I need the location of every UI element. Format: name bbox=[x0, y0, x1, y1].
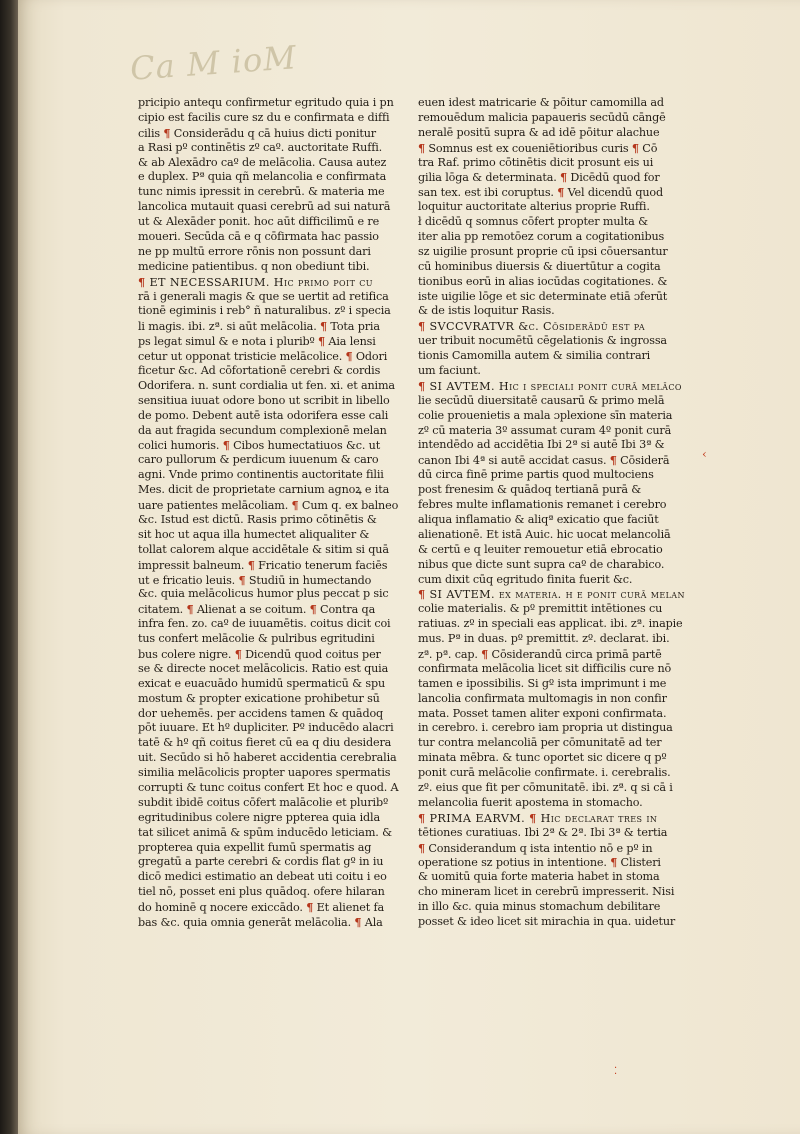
text-line: impressit balneum. ¶ Fricatio tenerum faciēs bbox=[138, 557, 388, 572]
text-line: cho mineram licet in cerebrū impresserit. Nisi bbox=[418, 885, 675, 899]
manuscript-page bbox=[18, 0, 800, 1134]
pilcrow-mark: ¶ bbox=[247, 557, 255, 572]
text-line: &c. quia melācolicus humor plus peccat p sic bbox=[138, 587, 389, 601]
text-line: cum dixit cūq egritudo finita fuerit &c. bbox=[418, 572, 633, 586]
pilcrow-mark: ¶ bbox=[610, 855, 618, 870]
text-line: dū circa finē prime partis quod multociens bbox=[418, 468, 654, 482]
pilcrow-mark: ¶ bbox=[418, 319, 426, 334]
text-line: Mes. dicit de proprietate carnium agnoꝝ e ita bbox=[138, 483, 390, 497]
pilcrow-mark: ¶ bbox=[529, 810, 537, 825]
text-line: li magis. ibi. zª. si aūt melācolia. ¶ Tota pria bbox=[138, 319, 380, 334]
text-line: mostum & propter exicatione prohibetur sū bbox=[138, 691, 380, 705]
text-line: melancolia fuerit apostema in stomacho. bbox=[418, 795, 643, 809]
text-line: sensitiua iuuat odore bono ut scribit in libello bbox=[138, 393, 390, 407]
pilcrow-mark: ¶ bbox=[138, 274, 146, 289]
text-line: ¶ PRIMA EARVM. ¶ Hic declarat tres in bbox=[418, 810, 658, 825]
text-line: ¶ SI AVTEM. ex materia. h e ponit curā melan bbox=[418, 587, 685, 602]
text-line: dor uehemēs. per accidens tamen & quādoq bbox=[138, 706, 384, 720]
text-line: ratiuas. zº in speciali eas applicat. ibi. zª. inapie bbox=[418, 617, 683, 631]
pilcrow-mark: ¶ bbox=[291, 498, 299, 513]
pilcrow-mark: ¶ bbox=[318, 334, 326, 349]
text-line: ps legat simul & e nota i pluribº ¶ Aia lensi bbox=[138, 334, 376, 349]
text-line: san tex. est ibi coruptus. ¶ Vel dicendū quod bbox=[418, 185, 664, 200]
text-line: ut & Alexāder ponit. hoc aūt difficilimū e re bbox=[138, 215, 380, 229]
text-line: tur contra melancoliā per cōmunitatē ad ter bbox=[418, 736, 662, 750]
text-line: minata mēbra. & tunc oportet sic dicere q pº bbox=[418, 751, 667, 765]
pilcrow-mark: ¶ bbox=[418, 378, 426, 393]
text-line: aliqua inflamatio & aliqª exicatio que faciūt bbox=[418, 512, 659, 526]
text-line: &c. Istud est dictū. Rasis primo cōtinētis & bbox=[138, 512, 377, 526]
text-line: colie materialis. & pº premittit intētiones cu bbox=[418, 602, 663, 616]
text-line: zª. pª. cap. ¶ Cōsiderandū circa primā partē bbox=[418, 646, 662, 661]
text-line: corrupti & tunc coitus confert Et hoc e quod. A bbox=[138, 780, 399, 794]
text-line: tunc nimis ipressit in cerebrū. & materia me bbox=[138, 185, 385, 199]
text-line: gilia lōga & determinata. ¶ Dicēdū quod for bbox=[418, 170, 660, 185]
pilcrow-mark: ¶ bbox=[163, 125, 171, 140]
text-line: & certū e q leuiter remouetur etiā ebrocatio bbox=[418, 542, 663, 556]
text-line: ficetur &c. Ad cōfortationē cerebri & cordis bbox=[138, 364, 381, 378]
text-line: lie secūdū diuersitatē causarū & primo melā bbox=[418, 393, 665, 407]
text-line: tra Raf. primo cōtinētis dicit prosunt eis ui bbox=[418, 155, 654, 169]
text-line: cū hominibus diuersis & diuertūtur a cogita bbox=[418, 259, 661, 273]
text-line: intendēdo ad accidētia Ibi 2ª si autē Ibi 3ª & bbox=[418, 438, 665, 452]
text-line: ne pp multū errore rōnis non possunt dari bbox=[138, 244, 371, 258]
text-line: pōt iuuare. Et hº dupliciter. Pº inducēdo alacri bbox=[138, 721, 394, 735]
text-line: & de istis loquitur Rasis. bbox=[418, 304, 555, 318]
text-line: tētiones curatiuas. Ibi 2ª & 2ª. Ibi 3ª & tertia bbox=[418, 825, 668, 839]
text-line: tus confert melācolie & pulribus egritudini bbox=[138, 632, 375, 646]
text-line: mata. Posset tamen aliter exponi confirmata. bbox=[418, 706, 667, 720]
text-line: iter alia pp remotōez corum a cogitationibus bbox=[418, 230, 665, 244]
text-line: iste uigilie lōge et sic determinate etiā ɔferūt bbox=[418, 289, 668, 303]
text-line: tatē & hº qñ coitus fieret cū ea q diu desidera bbox=[138, 736, 392, 750]
text-line: gregatū a parte cerebri & cordis flat gº in iu bbox=[138, 855, 384, 869]
text-line: ¶ Considerandum q ista intentio nō e pº in bbox=[418, 840, 653, 855]
text-line: lancolica mutauit quasi cerebrū ad sui naturā bbox=[138, 200, 391, 214]
pilcrow-mark: ¶ bbox=[418, 587, 426, 602]
text-line: remouēdum malicia papaueris secūdū cāngē bbox=[418, 110, 666, 124]
text-line: ł dicēdū q somnus cōfert propter multa & bbox=[418, 215, 648, 229]
text-line: lancolia confirmata multomagis in non confir bbox=[418, 691, 667, 705]
text-line: um faciunt. bbox=[418, 364, 481, 378]
text-line: post frenesim & quādoq tertianā purā & bbox=[418, 483, 642, 497]
text-line: & uomitū quia forte materia habet in stoma bbox=[418, 870, 660, 884]
text-line: cetur ut opponat tristicie melācolice. ¶ Odori bbox=[138, 349, 388, 364]
text-line: uit. Secūdo si hō haberet accidentia cerebralia bbox=[138, 751, 397, 765]
text-line: infra fen. zo. caº de iuuamētis. coitus dicit coi bbox=[138, 617, 391, 631]
text-line: operatione sz potius in intentione. ¶ Clisteri bbox=[418, 855, 661, 870]
pilcrow-mark: ¶ bbox=[418, 140, 425, 155]
text-line: da aut fragida secundum complexionē melan bbox=[138, 423, 387, 437]
pilcrow-mark: ¶ bbox=[481, 646, 489, 661]
text-line: do hominē q nocere exiccādo. ¶ Et alienet fa bbox=[138, 900, 384, 915]
text-line: & ab Alexādro caº de melācolia. Causa autez bbox=[138, 155, 387, 169]
text-line: Odorifera. n. sunt cordialia ut fen. xi. et anima bbox=[138, 378, 395, 392]
text-line: bus colere nigre. ¶ Dicendū quod coitus per bbox=[138, 646, 381, 661]
text-line: mus. Pª in duas. pº premittit. zº. declarat. ibi. bbox=[418, 632, 670, 646]
text-line: euen idest matricarie & pōitur camomilla ad bbox=[418, 96, 664, 109]
text-line: propterea quia expellit fumū spermatis ag bbox=[138, 840, 372, 854]
pilcrow-mark: ¶ bbox=[560, 170, 567, 185]
text-line: tionē egiminis i reb° ñ naturalibus. zº i specia bbox=[138, 304, 391, 318]
text-line: caro pullorum & perdicum iuuenum & caro bbox=[138, 453, 379, 467]
margin-mark: ⁚ bbox=[614, 1066, 618, 1077]
text-line: tat silicet animā & spūm inducēdo leticiam. & bbox=[138, 825, 392, 839]
text-line: tionis Camomilla autem & similia contrari bbox=[418, 349, 651, 363]
text-line: uare patientes melācoliam. ¶ Cum q. ex balneo bbox=[138, 498, 399, 513]
pilcrow-mark: ¶ bbox=[354, 914, 362, 929]
pilcrow-mark: ¶ bbox=[186, 602, 194, 617]
pilcrow-mark: ¶ bbox=[309, 602, 317, 617]
text-line: moueri. Secūda cā e q cōfirmata hac passio bbox=[138, 230, 379, 244]
left-text-column bbox=[138, 96, 399, 930]
text-line: in illo &c. quia minus stomachum debilitare bbox=[418, 900, 661, 914]
text-line: neralē positū supra & ad idē pōitur alachue bbox=[418, 125, 660, 139]
pilcrow-mark: ¶ bbox=[609, 453, 617, 468]
text-line: uer tribuit nocumētū cēgelationis & ingrossa bbox=[418, 334, 667, 348]
text-line: e duplex. Pª quia qñ melancolia e confirmata bbox=[138, 170, 387, 184]
text-line: confirmata melācolia licet sit difficilis cure nō bbox=[418, 661, 672, 675]
text-line: loquitur auctoritate alterius proprie Ruffi. bbox=[418, 200, 650, 214]
text-line: tollat calorem alque accidētale & sitim si quā bbox=[138, 542, 389, 556]
text-line: bas &c. quia omnia generāt melācolia. ¶ Ala bbox=[138, 914, 383, 929]
text-line: nibus que dicte sunt supra caº de charabico. bbox=[418, 557, 665, 571]
text-line: exicat e euacuādo humidū spermaticū & spu bbox=[138, 676, 386, 690]
text-line: canon Ibi 4ª si autē accidat casus. ¶ Cōsiderā bbox=[418, 453, 670, 468]
text-line: pricipio antequ confirmetur egritudo quia i pn bbox=[138, 96, 394, 109]
text-line: de pomo. Debent autē ista odorifera esse cali bbox=[138, 408, 389, 422]
text-line: egritudinibus colere nigre ppterea quia idla bbox=[138, 810, 380, 824]
text-line: cilis ¶ Considerādu q cā huius dicti ponitur bbox=[138, 125, 376, 140]
text-line: ponit curā melācolie confirmate. i. cerebralis. bbox=[418, 766, 671, 780]
pilcrow-mark: ¶ bbox=[306, 900, 314, 915]
pilcrow-mark: ¶ bbox=[557, 185, 565, 200]
book-gutter bbox=[0, 0, 18, 1134]
text-line: subdit ibidē coitus cōfert malācolie et pluribº bbox=[138, 795, 389, 809]
text-line: medicine patientibus. q non obediunt tibi. bbox=[138, 259, 370, 273]
pilcrow-mark: ¶ bbox=[320, 319, 327, 334]
text-line: tamen e ipossibilis. Si gº ista imprimunt i me bbox=[418, 676, 667, 690]
text-line: sz uigilie prosunt proprie cū ipsi cōuersantur bbox=[418, 244, 668, 258]
text-line: a Rasi pº continētis zº caº. auctoritate Ruffi. bbox=[138, 140, 383, 154]
text-line: ¶ SVCCVRATVR &c. Cōsiderādū est pa bbox=[418, 319, 645, 334]
text-line: zº cū materia 3º assumat curam 4º ponit curā bbox=[418, 423, 672, 437]
pilcrow-mark: ¶ bbox=[222, 438, 230, 453]
pilcrow-mark: ¶ bbox=[345, 349, 353, 364]
text-line: dicō medici estimatio an debeat uti coitu i eo bbox=[138, 870, 387, 884]
text-line: sit hoc ut aqua illa humectet aliqualiter & bbox=[138, 527, 370, 541]
text-line: similia melācolicis propter uapores spermatis bbox=[138, 766, 391, 780]
text-line: tionibus eorū in alias iocūdas cogitationes. & bbox=[418, 274, 668, 288]
pilcrow-mark: ¶ bbox=[631, 140, 639, 155]
pilcrow-mark: ¶ bbox=[234, 646, 242, 661]
text-line: zº. eius que fit per cōmunitatē. ibi. zª. q si cā i bbox=[418, 780, 673, 794]
text-line: agni. Vnde primo continentis auctoritate filii bbox=[138, 468, 384, 482]
text-line: in cerebro. i. cerebro iam propria ut distingua bbox=[418, 721, 673, 735]
text-line: febres multe inflamationis remanet i cerebro bbox=[418, 498, 667, 512]
text-line: se & directe nocet melācolicis. Ratio est quia bbox=[138, 661, 389, 675]
text-line: rā i generali magis & que se uertit ad retifica bbox=[138, 289, 389, 303]
text-line: alienationē. Et istā Auic. hic uocat melancoliā bbox=[418, 527, 671, 541]
pencil-annotation: Ca M ioM bbox=[128, 38, 299, 88]
text-line: ¶ ET NECESSARIUM. Hic primo poit cu bbox=[138, 274, 373, 289]
text-line: colici humoris. ¶ Cibos humectatiuos &c. ut bbox=[138, 438, 381, 453]
right-text-column bbox=[418, 96, 685, 930]
margin-mark: ‹ bbox=[702, 447, 707, 461]
text-line: posset & ideo licet sit mirachia in qua. uidetur bbox=[418, 914, 676, 928]
text-line: citatem. ¶ Alienat a se coitum. ¶ Contra qa bbox=[138, 602, 376, 617]
text-line: ut e fricatio leuis. ¶ Studiū in humectando bbox=[138, 572, 372, 587]
text-line: tiel nō, posset eni plus quādoq. ofere hilaran bbox=[138, 885, 385, 899]
text-line: cipio est facilis cure sz du e confirmata e diffi bbox=[138, 110, 390, 124]
text-line: ¶ SI AVTEM. Hic i speciali ponit curā melāco bbox=[418, 378, 682, 393]
text-line: ¶ Somnus est ex coueniētioribus curis ¶ Cō bbox=[418, 140, 658, 155]
pilcrow-mark: ¶ bbox=[238, 572, 246, 587]
pilcrow-mark: ¶ bbox=[418, 840, 425, 855]
pilcrow-mark: ¶ bbox=[418, 810, 426, 825]
text-line: colie prouenietis a mala ɔplexione sīn materia bbox=[418, 408, 673, 422]
